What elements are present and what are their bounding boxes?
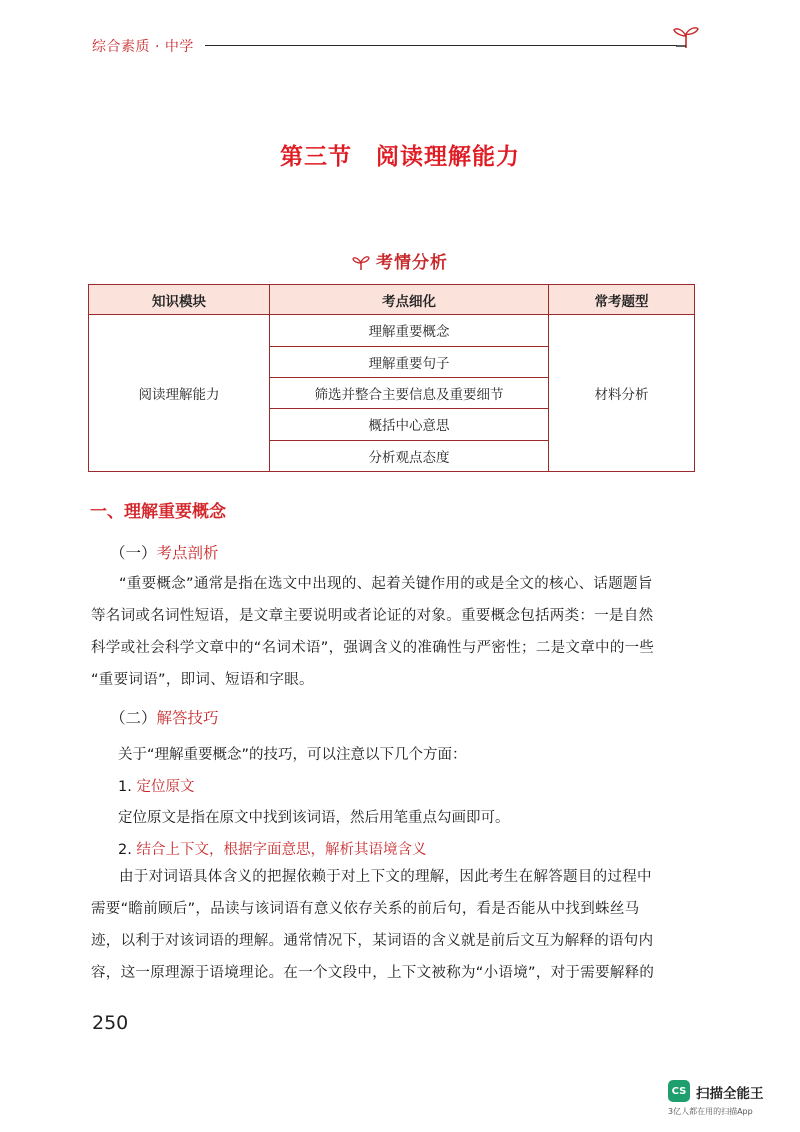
paragraph-line: “重要概念”通常是指在选文中出现的、起着关键作用的或是全文的核心、话题题旨 [119,576,653,592]
watermark-name: 扫描全能王 [696,1086,764,1102]
item-heading [118,838,426,859]
analysis-title-text: 考情分析 [376,253,448,273]
paragraph-line: 等名词或名词性短语，是文章主要说明或者论证的对象。重要概念包括两类：一是自然 [91,608,654,624]
paragraph-line: 迹，以利于对该词语的理解。通常情况下，某词语的含义就是前后文互为解释的语句内 [91,933,654,949]
subheading-analysis [110,541,219,563]
section-title: 第三节 阅读理解能力 [280,144,520,170]
item-title: 结合上下文，根据字面意思，解析其语境含义 [136,842,427,858]
subheading-title: 解答技巧 [156,709,219,727]
item-heading [118,775,194,796]
header-label: 综合素质 · 中学 [92,39,194,55]
watermark-subtitle: 3亿人都在用的扫描App [668,1107,753,1116]
item-text: 定位原文是指在原文中找到该词语，然后用笔重点勾画即可。 [118,810,510,826]
analysis-table [88,284,695,472]
paragraph-line: 容，这一原理源于语境理论。在一个文段中，上下文被称为“小语境”，对于需要解释的 [91,965,655,981]
point-cell: 理解重要概念 [270,315,549,346]
skills-intro: 关于“理解重要概念”的技巧，可以注意以下几个方面： [118,747,467,763]
item-number: 1. [118,779,137,795]
context-paragraph [91,861,706,989]
subheading-prefix: （一） [110,544,157,562]
point-cell: 概括中心意思 [270,409,549,440]
sprout-icon [672,24,700,50]
page-number: 250 [92,1012,129,1034]
part-heading: 一、理解重要概念 [90,502,226,522]
header-rule [205,45,677,46]
header-cell-points: 考点细化 [270,285,549,315]
subheading-prefix: （二） [110,709,157,727]
item-number: 2. [118,842,137,858]
module-cell: 阅读理解能力 [89,315,270,472]
camscanner-logo-icon: CS [668,1080,690,1102]
type-cell: 材料分析 [549,315,695,472]
subheading-title: 考点剖析 [156,544,219,562]
table-header-row [89,285,695,315]
paragraph-line: “重要词语”，即词、短语和字眼。 [91,672,314,688]
scanner-watermark [668,1080,788,1120]
header-cell-module: 知识模块 [89,285,270,315]
paragraph-line: 由于对词语具体含义的把握依赖于对上下文的理解，因此考生在解答题目的过程中 [119,869,652,885]
concept-paragraph [91,568,706,696]
analysis-title [0,248,800,273]
point-cell: 分析观点态度 [270,440,549,471]
paragraph-line: 需要“瞻前顾后”，品读与该词语有意义依存关系的前后句，看是否能从中找到蛛丝马 [91,901,640,917]
subheading-skills [110,706,219,728]
sprout-icon [352,255,370,271]
table-row [89,315,695,346]
paragraph-line: 科学或社会科学文章中的“名词术语”，强调含义的准确性与严密性；二是文章中的一些 [91,640,655,656]
point-cell: 理解重要句子 [270,346,549,377]
header-cell-type: 常考题型 [549,285,695,315]
point-cell: 筛选并整合主要信息及重要细节 [270,377,549,408]
item-title: 定位原文 [136,779,195,795]
